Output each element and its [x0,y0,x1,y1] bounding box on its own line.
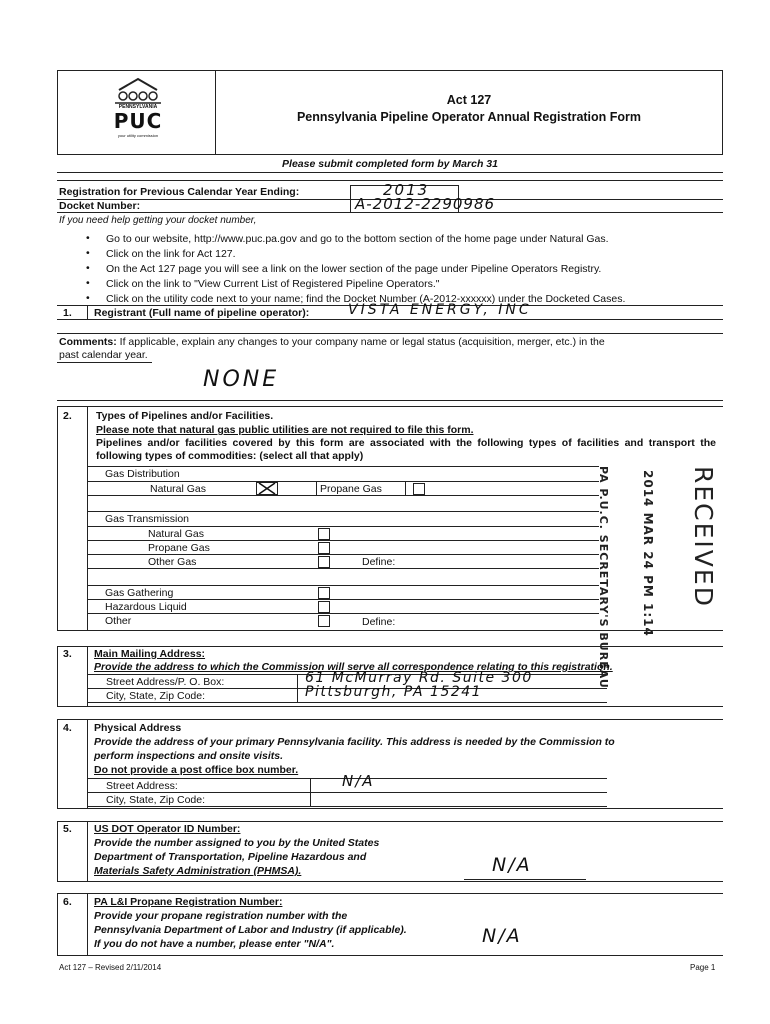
registrant-value[interactable]: VISTA ENERGY, INC [348,302,532,318]
bullet-dot: • [86,232,90,244]
section4-title: Physical Address [94,722,182,734]
section2-description: Pipelines and/or facilities covered by this form are associated with the following types of facilities and transport the following types of commodities: (select all that apply) [96,437,716,462]
docket-label: Docket Number: [59,200,141,212]
logo-state: PENNSYLVANIA [118,104,158,110]
section5-desc-3: Materials Safety Administration (PHMSA). [94,865,302,877]
act-title: Act 127 [446,93,492,107]
registrant-label: Registrant (Full name of pipeline operator): [94,307,310,319]
bullet-dot: • [86,277,90,289]
propane-registration-value[interactable]: N/A [482,925,522,947]
define-label: Define: [362,556,396,568]
natural-gas-label: Natural Gas [150,483,207,495]
logo-tagline: your utility commission [117,133,159,138]
section6-desc-1: Provide your propane registration number with the [94,910,348,922]
bullet-dot: • [86,262,90,274]
section3-description: Provide the address to which the Commission will serve all correspondence relating to this registration. [94,661,613,673]
section4-desc-2: perform inspections and onsite visits. [94,750,284,762]
section5-title: US DOT Operator ID Number: [94,823,241,835]
section4-desc-3: Do not provide a post office box number. [94,764,299,776]
mailing-street-label: Street Address/P. O. Box: [106,676,225,688]
help-intro: If you need help getting your docket number, [59,215,257,226]
year-label: Registration for Previous Calendar Year Ending: [59,186,300,198]
trans-other-gas-checkbox[interactable] [318,556,330,568]
propane-gas-checkbox[interactable] [413,483,425,495]
footer-revision: Act 127 – Revised 2/11/2014 [59,963,162,972]
other-checkbox[interactable] [318,615,330,627]
define-label-2: Define: [362,616,396,628]
section6-num: 6. [63,896,72,908]
form-title: Pennsylvania Pipeline Operator Annual Registration Form [296,110,642,124]
docket-value[interactable]: A-2012-2290986 [355,195,496,213]
logo-text: PUC [113,109,163,133]
stamp-date: 2014 MAR 24 PM 1:14 [641,470,655,637]
section6-title: PA L&I Propane Registration Number: [94,896,283,908]
received-stamp: RECEIVED [689,466,718,608]
section1-num: 1. [63,307,72,319]
other-label: Other [105,615,132,627]
section2-title: Types of Pipelines and/or Facilities. [96,410,274,422]
dot-operator-id-value[interactable]: N/A [492,854,532,876]
puc-logo [107,76,169,142]
physical-address-value[interactable]: N/A [342,772,375,790]
help-bullet-3: On the Act 127 page you will see a link on the lower section of the page under Pipeline Operators Registry. [106,263,602,275]
physical-street-label: Street Address: [106,780,178,792]
mailing-city-value[interactable]: Pittsburgh, PA 15241 [305,684,483,700]
section6-desc-2: Pennsylvania Department of Labor and Industry (if applicable). [94,924,407,936]
bullet-dot: • [86,247,90,259]
year-value[interactable]: 2013 [383,181,430,199]
section6-desc-3: If you do not have a number, please enter "N/A". [94,938,335,950]
section5-desc-1: Provide the number assigned to you by the United States [94,837,380,849]
help-bullet-4: Click on the link to "View Current List of Registered Pipeline Operators." [106,278,440,290]
comments-value[interactable]: NONE [203,367,280,392]
help-bullet-5: Click on the utility code next to your name; find the Docket Number (A-2012-xxxxxx) under the Docketed Cases. [106,293,626,305]
mailing-street-value[interactable]: 61 McMurray Rd. Suite 300 [305,670,533,686]
hazardous-liquid-checkbox[interactable] [318,601,330,613]
trans-propane-gas-checkbox[interactable] [318,542,330,554]
section2-num: 2. [63,410,72,422]
comments-label: Comments: If applicable, explain any changes to your company name or legal status (acquisition, merger, etc.) in the [59,336,605,348]
section4-desc-1: Provide the address of your primary Pennsylvania facility. This address is needed by the Commission to [94,736,615,748]
gas-gathering-checkbox[interactable] [318,587,330,599]
trans-other-gas-label: Other Gas [148,556,197,568]
submit-note: Please submit completed form by March 31 [282,158,498,170]
section3-title: Main Mailing Address: [94,648,206,660]
trans-natural-gas-checkbox[interactable] [318,528,330,540]
section5-desc-2: Department of Transportation, Pipeline Hazardous and [94,851,367,863]
comments-label-cont: past calendar year. [59,349,148,361]
stamp-bureau: PA P.U.C. SECRETARY'S BUREAU [597,466,610,689]
gas-distribution-label: Gas Distribution [105,468,180,480]
propane-gas-label: Propane Gas [320,483,382,495]
help-bullet-1: Go to our website, http://www.puc.pa.gov and go to the bottom section of the home page under Natural Gas. [106,233,609,245]
natural-gas-checkbox[interactable] [256,482,278,495]
mailing-city-label: City, State, Zip Code: [106,690,206,702]
section3-num: 3. [63,648,72,660]
check-x-icon [257,483,277,494]
help-bullet-2: Click on the link for Act 127. [106,248,236,260]
section5-num: 5. [63,823,72,835]
footer-page-number: Page 1 [690,963,716,972]
gas-transmission-label: Gas Transmission [105,513,190,525]
section4-num: 4. [63,722,72,734]
bullet-dot: • [86,292,90,304]
physical-city-label: City, State, Zip Code: [106,794,206,806]
trans-propane-gas-label: Propane Gas [148,542,210,554]
trans-natural-gas-label: Natural Gas [148,528,205,540]
gas-gathering-label: Gas Gathering [105,587,174,599]
capitol-dome-icon [107,76,169,106]
hazardous-liquid-label: Hazardous Liquid [105,601,187,613]
section2-note: Please note that natural gas public utilities are not required to file this form. [96,424,474,436]
